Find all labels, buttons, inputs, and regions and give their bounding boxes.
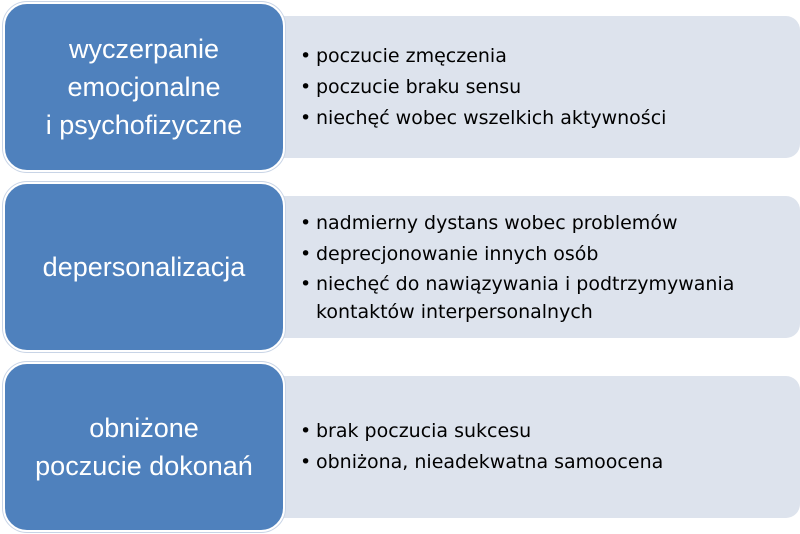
list-item: • obniżona, nieadekwatna samoocena — [300, 447, 788, 478]
category-box-emotional-exhaustion: wyczerpanie emocjonalne i psychofizyczne — [3, 2, 285, 172]
category-box-depersonalization: depersonalizacja — [3, 182, 285, 352]
detail-box-reduced-accomplishment — [248, 376, 800, 518]
detail-box-emotional-exhaustion — [248, 16, 800, 158]
detail-list — [300, 41, 788, 134]
list-item: • deprecjonowanie innych osób — [300, 239, 788, 270]
category-box-reduced-accomplishment: obniżone poczucie dokonań — [3, 362, 285, 532]
detail-list — [300, 416, 788, 478]
detail-box-depersonalization — [248, 196, 800, 338]
list-item: • brak poczucia sukcesu — [300, 416, 788, 447]
list-item: • niechęć do nawiązywania i podtrzymywania kontaktów interpersonalnych — [300, 270, 788, 326]
detail-list — [300, 208, 788, 326]
list-item: • nadmierny dystans wobec problemów — [300, 208, 788, 239]
list-item: • poczucie zmęczenia — [300, 41, 788, 72]
list-item: • poczucie braku sensu — [300, 72, 788, 103]
list-item: • niechęć wobec wszelkich aktywności — [300, 103, 788, 134]
